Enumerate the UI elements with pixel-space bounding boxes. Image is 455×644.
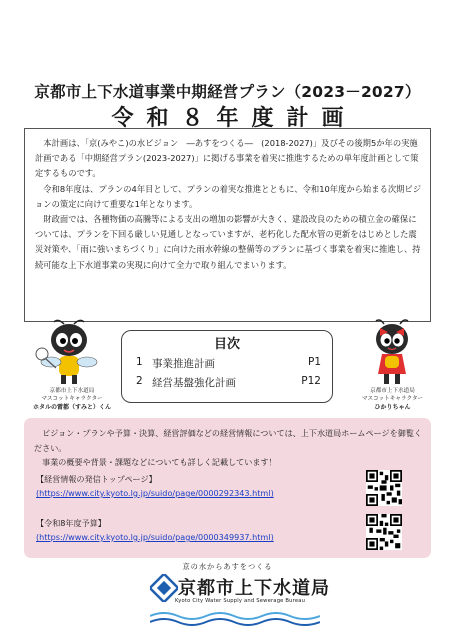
toc-item-number: 1 bbox=[136, 356, 143, 368]
toc-item-label: 経営基盤強化計画 bbox=[152, 377, 236, 389]
mascot-right-caption bbox=[345, 388, 440, 411]
bureau-english-name: Kyoto City Water Supply and Sewerage Bureau bbox=[175, 598, 306, 604]
info-text bbox=[34, 426, 424, 470]
mascot-hikari-icon bbox=[362, 318, 422, 388]
toc-item-page: P1 bbox=[307, 356, 321, 368]
intro-paragraph-3: 財政面では、各種物価の高騰等による支出の増加の影響が大きく、建設改良のための積立金の確保については、プランを下回る厳しい見通しとなっていますが、老朽化した配水管の更新をはじめとした震災対策や、「雨に強いまちづくり」に向けた雨水幹線の整備等のプランに基づく事業を着実に推進し、持続可能な上下水道事業の実現に向けて全力で取り組んでまいります。 bbox=[35, 214, 421, 270]
toc-title: 目次 bbox=[213, 337, 240, 352]
mascot-left-role: マスコットキャラクター bbox=[41, 395, 103, 402]
intro-box bbox=[24, 128, 431, 322]
bureau-logo-icon bbox=[150, 574, 178, 602]
intro-paragraph-1: 本計画は、「京(みやこ)の水ビジョン ―あすをつくる― (2018-2027)」及びその後期5か年の実施計画である「中期経営プラン(2023-2027)」に掲げる事業を着実に推進するための単年度計画として策定するものです。 bbox=[35, 138, 419, 179]
bureau-name: 京都市上下水道局 bbox=[178, 578, 330, 599]
mascot-left-name: ホタルの雷都（すみと）くん bbox=[32, 403, 111, 411]
bureau-tagline: 京の水からあすをつくる bbox=[182, 562, 273, 571]
mascot-left-org: 京都市上下水道局 bbox=[49, 388, 95, 394]
document-title: 京都市上下水道事業中期経営プラン（2023－2027） bbox=[34, 83, 421, 101]
info-link-2[interactable]: (https://www.city.kyoto.lg.jp/suido/page/0000349937.html) bbox=[36, 532, 274, 542]
info-link-label-1: 【経営情報の発信トップページ】 bbox=[36, 474, 157, 484]
table-of-contents bbox=[121, 330, 333, 403]
mascot-right-role: マスコットキャラクター bbox=[361, 395, 424, 402]
toc-item-page: P12 bbox=[301, 375, 321, 387]
info-line-1: ビジョン・プランや予算・決算、経営評価などの経営情報については、上下水道局ホームページを御覧ください。 bbox=[34, 428, 423, 453]
qr-code-icon[interactable] bbox=[366, 514, 402, 550]
toc-item-number: 2 bbox=[136, 375, 143, 387]
mascot-left-caption bbox=[22, 388, 122, 411]
document-subtitle: 令和８年度計画 bbox=[111, 106, 357, 131]
info-link-1[interactable]: (https://www.city.kyoto.lg.jp/suido/page/0000292343.html) bbox=[36, 488, 274, 498]
mascot-right-org: 京都市上下水道局 bbox=[370, 388, 415, 394]
info-link-label-2: 【令和8年度予算】 bbox=[36, 518, 106, 528]
mascot-sumito-icon bbox=[34, 318, 112, 388]
qr-code-icon[interactable] bbox=[366, 470, 402, 506]
info-line-2: 事業の概要や背景・課題などについても詳しく記載しています！ bbox=[42, 457, 277, 467]
wave-decoration-icon bbox=[150, 608, 320, 626]
intro-paragraph-2: 令和8年度は、プランの4年目として、プランの着実な推進とともに、令和10年度から始まる次期ビジョンの策定に向けて重要な1年となります。 bbox=[35, 183, 422, 209]
mascot-right-name: ひかりちゃん bbox=[374, 403, 411, 411]
toc-item-label: 事業推進計画 bbox=[152, 358, 215, 370]
